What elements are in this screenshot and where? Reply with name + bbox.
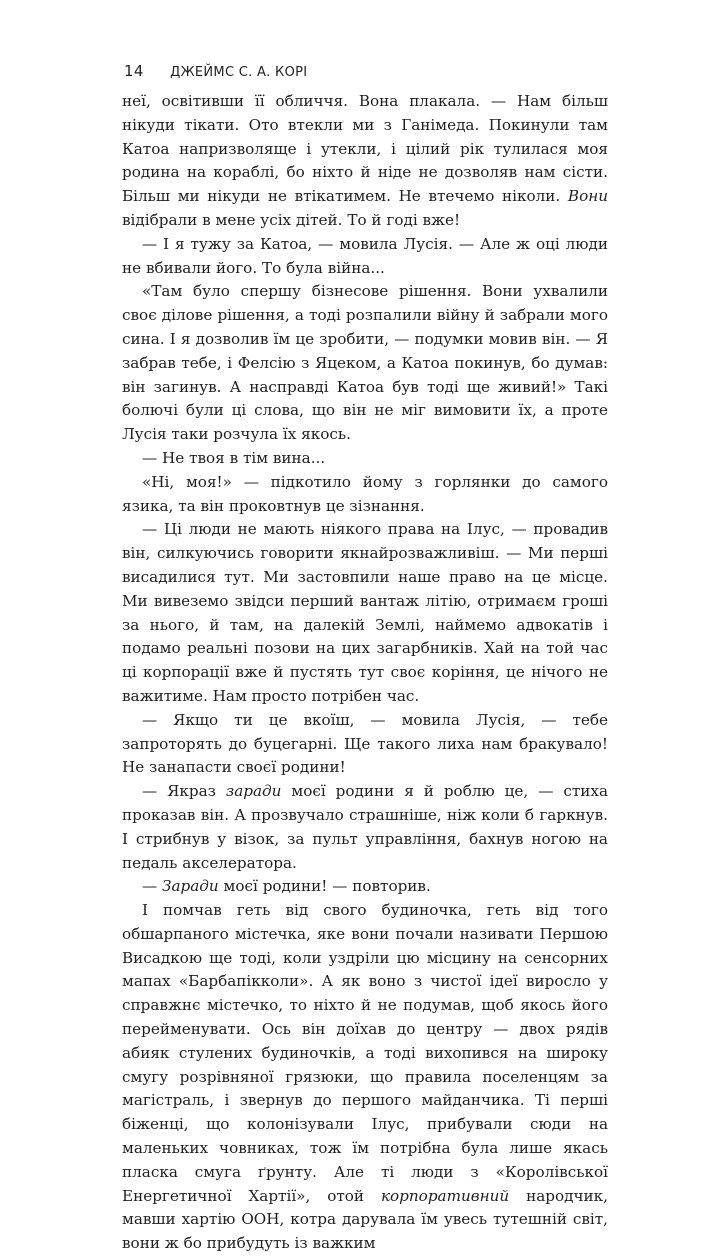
paragraph — [122, 90, 608, 233]
text-run: — Якраз — [142, 782, 226, 801]
text-run: «Ні, моя!» — підкотило йому з горлянки до самого язика, та він проковтнув це зізнання. — [122, 472, 608, 515]
text-run: — Якщо ти це вкоїш, — мовила Лусія, — тебе запроторять до буцегарні. Ще такого лиха нам бракувало! Не занапасти своєї родини! — [122, 710, 608, 777]
text-run: — Ці люди не мають ніякого права на Ілус, — провадив він, силкуючись говорити якнайрозважливіш. — Ми перші висадилися тут. Ми застовпили наше право на це місце. Ми вивеземо звідси перший вантаж літію, отримаєм гроші за нього, й там, на далекій Землі, наймемо адвокатів і подамо реальні позови на цих загарбників. Хай на той час ці корпорації вже й пустять тут своє коріння, це нічого не важитиме. Нам просто потрібен час. — [122, 520, 608, 705]
paragraph — [122, 780, 608, 875]
paragraph — [122, 709, 608, 780]
text-run: — — [142, 877, 163, 896]
text-run: відібрали в мене усіх дітей. То й годі вже! — [122, 210, 461, 229]
running-title: ДЖЕЙМС С. А. КОРІ — [170, 65, 308, 80]
text-run: моєї родини! — повторив. — [218, 877, 431, 896]
paragraph — [122, 233, 608, 281]
text-run: І помчав геть від свого будиночка, геть від того обшарпаного містечка, яке вони почали називати Першою Висадкою ще тоді, коли уздріли цю місцину на сенсорних мапах «Барбапікколи». А як воно з чистої ідеї виросло у справжнє містечко, то ніхто й не подумав, щоб якось його перейменувати. Ось він доїхав до центру — двох рядів абияк стулених будиночків, а тоді вихопився на широку смугу розрівняної грязюки, що правила поселенцям за магістраль, і звернув до першого майданчика. Ті перші біженці, що колонізували Ілус, прибували сюди на маленьких човниках, тож їм потрібна була лише якась пласка смуга ґрунту. Але ті люди з «Королівської Енергетичної Хартії», отой — [122, 901, 608, 1205]
text-run: — Не твоя в тім вина... — [142, 448, 326, 467]
text-run: — І я тужу за Катоа, — мовила Лусія. — Але ж оці люди не вбивали його. То була війна... — [122, 234, 608, 277]
text-run: неї, освітивши її обличчя. Вона плакала. — Нам більш нікуди тікати. Ото втекли ми з Ганімеда. Покинули там Катоа напризволяще і утекли, і цілий рік тулилася моя родина на кораблі, бо ніхто й ніде не дозволяв нам сісти. Більш ми нікуди не втікатимем. Не втечемо ніколи. — [122, 92, 608, 206]
text-run: моєї родини я й роблю це, — стиха проказав він. А прозвучало страшніше, ніж коли б гаркнув. І стрибнув у візок, за пульт управління, бахнув ногою на педаль акселератора. — [122, 782, 608, 872]
text-run: «Там було спершу бізнесове рішення. Вони ухвалили своє ділове рішення, а тоді розпалили війну й забрали мого сина. І я дозволив їм це зробити, — подумки мовив він. — Я забрав тебе, і Фелсію з Яцеком, а Катоа покинув, бо думав: він загинув. А насправді Катоа був тоді ще живий!» Такі болючі були ці слова, що він не міг вимовити їх, а проте Лусія таки розчула їх якось. — [122, 282, 608, 444]
text-run: народчик, мавши хартію ООН, котра дарувала їм увесь тутешній світ, вони ж бо прибудуть із важким — [122, 1186, 608, 1253]
paragraph — [122, 875, 608, 899]
paragraph — [122, 471, 608, 519]
italic-text: Заради — [162, 877, 219, 896]
italic-text: корпоративний — [380, 1186, 510, 1205]
body-text — [122, 90, 608, 1256]
paragraph — [122, 280, 608, 447]
italic-text: Вони — [567, 187, 608, 206]
paragraph — [122, 899, 608, 1256]
paragraph — [122, 518, 608, 708]
paragraph — [122, 447, 608, 471]
running-header — [124, 62, 307, 80]
page-number: 14 — [124, 62, 144, 80]
italic-text: заради — [225, 782, 282, 801]
